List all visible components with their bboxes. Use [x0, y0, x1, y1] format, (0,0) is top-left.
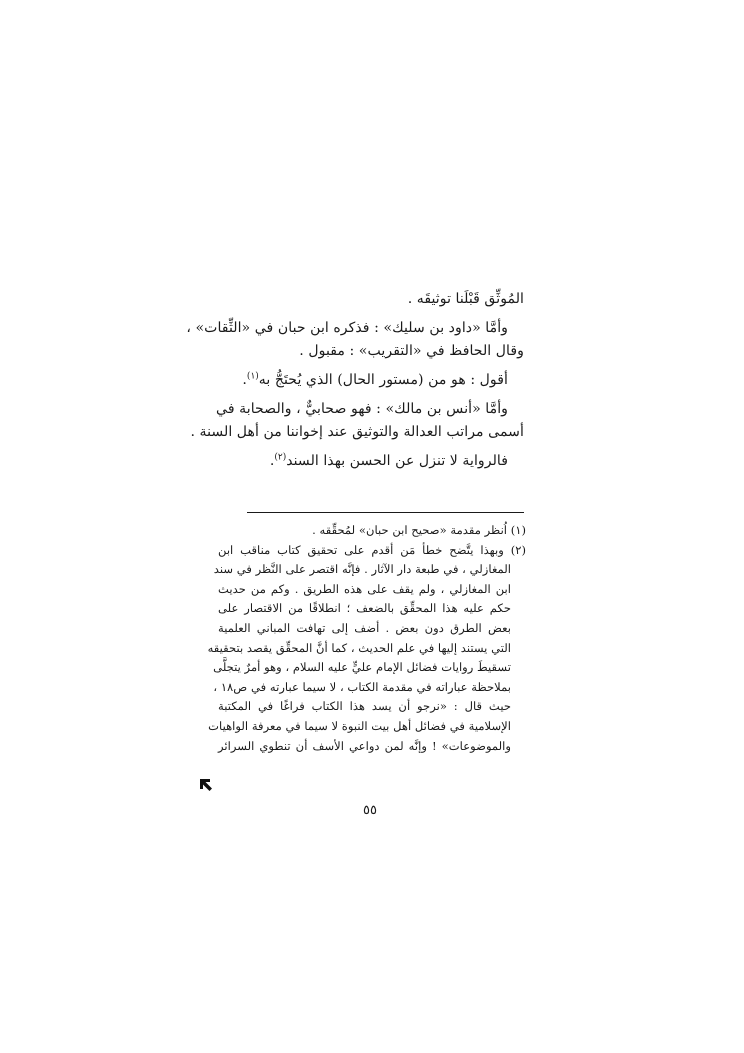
footnote-marker: (٢) [274, 452, 287, 463]
footnote-separator [247, 512, 524, 513]
footnote-2-line: المغازلي ، في طبعة دار الآثار . فإنَّه اقتصر على النَّظر في سند [213, 562, 511, 577]
footnote-2-line: حكم عليه هذا المحقِّق بالضعف ؛ انطلاقًا من الاقتصار على [218, 601, 511, 616]
footnote-2-line: ابن المغازلي ، ولم يقف على هذه الطريق . وكم من حديث [218, 581, 511, 596]
text-line-content: فالرواية لا تنزل عن الحسن بهذا السند [286, 453, 508, 469]
text-line: وأمَّا «أنس بن مالك» : فهو صحابيٌّ ، والصحابة في [216, 401, 508, 417]
text-line-content: أقول : هو من (مستور الحال) الذي يُحتَجُّ به [258, 372, 508, 388]
text-line: وقال الحافظ في «التقريب» : مقبول . [299, 343, 524, 359]
text-line: المُوثِّق قَبْلَنا توثيقَه . [407, 291, 524, 307]
footnote-2-line: بملاحظة عباراته في مقدمة الكتاب ، لا سيما عبارته في ص١٨ ، [213, 679, 511, 694]
footnotes [207, 521, 526, 756]
footnote-1: (١) اُنظر مقدمة «صحيح ابن حبان» لمُحقِّقه . [312, 523, 526, 537]
text-line: أسمى مراتب العدالة والتوثيق عند إخواننا من أهل السنة . [190, 424, 524, 440]
footnote-2-line: التي يستند إليها في علم الحديث ، كما أنَّ المحقِّق يقصد بتحقيقه [207, 640, 511, 655]
footnote-2-line: (٢) وبهذا يتَّضح خطأ مَن أقدم على تحقيق كتاب مناقب ابن [218, 542, 526, 557]
footnote-2-line: بعض الطرق دون بعض . أضف إلى تهافت المباني العلمية [218, 620, 511, 635]
footnote-2-line: حيث قال : «نرجو أن يسد هذا الكتاب فراغًا في المكتبة [218, 699, 511, 714]
punctuation: . [269, 453, 275, 469]
text-line: وأمَّا «داود بن سليك» : فذكره ابن حبان في «الثِّقات» ، [186, 320, 508, 336]
footnote-2-line: تسقيطَ روايات فضائل الإمام عليٍّ عليه السلام ، وهو أمرٌ يتجلَّى [213, 660, 511, 675]
text-line [220, 369, 524, 392]
page-number: ٥٥ [363, 803, 377, 818]
footnote-marker: (١) [246, 371, 259, 382]
footnote-2-line: الإسلامية في فضائل أهل بيت النبوة لا سيما في معرفة الواهيات [208, 718, 511, 733]
punctuation: . [242, 372, 247, 388]
continuation-arrow-icon [199, 778, 213, 792]
text-line [220, 450, 524, 473]
footnote-2-line: والموضوعات» ! وإنَّه لمن دواعي الأسف أن تنطوي السرائر [218, 738, 511, 753]
main-text [186, 288, 524, 473]
